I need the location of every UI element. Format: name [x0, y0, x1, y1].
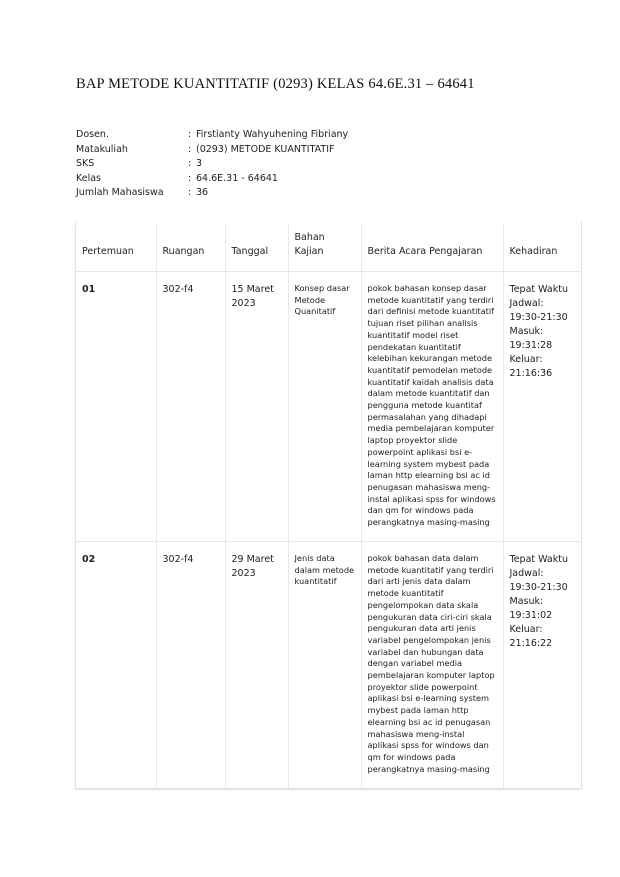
- info-value: 3: [196, 158, 203, 169]
- header-tanggal: Tanggal: [225, 223, 288, 272]
- info-separator: :: [188, 172, 192, 184]
- header-ruangan: Ruangan: [156, 223, 225, 272]
- table-row: [76, 542, 580, 790]
- cell-ruangan: 302-f4: [156, 542, 225, 790]
- info-separator: :: [188, 187, 192, 198]
- info-row-jumlah-mahasiswa: [76, 186, 348, 201]
- cell-berita-acara: pokok bahasan konsep dasar metode kuantitatif yang terdiri dari definisi metode kuantitatif tujuan riset pilihan analisis kuantitatif model riset pendekatan kuantitatif kelebihan kekurangan metode kuantitatif pemodelan metode kuantitatif kaidah analisis data dalam metode kuantitatif dan pengguna metode kuantitaf permasalahan yang dihadapi media pembelajaran komputer laptop proyektor slide powerpoint aplikasi bsi e-learning system mybest pada laman http elearning bsi ac id penugasan mahasiswa meng-instal aplikasi spss for windows dan qm for windows pada perangkatnya masing-masing: [361, 272, 503, 542]
- cell-kehadiran: Tepat Waktu Jadwal: 19:30-21:30 Masuk: 19:31:28 Keluar: 21:16:36: [503, 272, 580, 542]
- header-bahan-kajian: Bahan Kajian: [288, 223, 361, 272]
- info-separator: :: [188, 158, 192, 169]
- cell-bahan-kajian: Konsep dasar Metode Quanitatif: [288, 272, 361, 542]
- info-separator: :: [188, 143, 192, 155]
- info-row-sks: [76, 157, 348, 172]
- header-pertemuan: Pertemuan: [76, 223, 156, 272]
- info-label: Dosen.: [76, 129, 109, 140]
- table-header-row: [76, 223, 580, 272]
- header-kehadiran: Kehadiran: [503, 223, 580, 272]
- info-label: SKS: [76, 158, 95, 169]
- cell-ruangan: 302-f4: [156, 272, 225, 542]
- info-label: Matakuliah: [76, 143, 128, 155]
- cell-bahan-kajian: Jenis data dalam metode kuantitatif: [288, 542, 361, 790]
- info-row-kelas: [76, 172, 348, 187]
- info-value: 36: [196, 187, 209, 198]
- attendance-table: [76, 223, 580, 790]
- header-berita-acara: Berita Acara Pengajaran: [361, 223, 503, 272]
- cell-tanggal: 15 Maret 2023: [225, 272, 288, 542]
- cell-pertemuan: 01: [76, 272, 156, 542]
- info-value: 64.6E.31 - 64641: [196, 172, 278, 184]
- cell-pertemuan: 02: [76, 542, 156, 790]
- info-row-dosen: [76, 128, 348, 143]
- info-label: Jumlah Mahasiswa: [76, 187, 164, 198]
- course-info: [76, 128, 348, 201]
- cell-kehadiran: Tepat Waktu Jadwal: 19:30-21:30 Masuk: 19:31:02 Keluar: 21:16:22: [503, 542, 580, 790]
- info-value: (0293) METODE KUANTITATIF: [196, 143, 335, 155]
- info-label: Kelas: [76, 172, 102, 184]
- info-separator: :: [188, 129, 192, 140]
- info-value: Firstianty Wahyuhening Fibriany: [196, 129, 349, 140]
- cell-tanggal: 29 Maret 2023: [225, 542, 288, 790]
- table-row: [76, 272, 580, 542]
- info-row-matakuliah: [76, 143, 348, 158]
- page-title: BAP METODE KUANTITATIF (0293) KELAS 64.6E.31 – 64641: [76, 76, 475, 92]
- cell-berita-acara: pokok bahasan data dalam metode kuantitatif yang terdiri dari arti jenis data dalam metode kuantitatif pengelompokan data skala pengukuran data ciri-ciri skala pengukuran data arti jenis variabel pengelompokan jenis variabel dan hubungan data dengan variabel media pembelajaran komputer laptop proyektor slide powerpoint aplikasi bsi e-learning system mybest pada laman http elearning bsi ac id penugasan mahasiswa meng-instal aplikasi spss for windows dan qm for windows pada perangkatnya masing-masing: [361, 542, 503, 790]
